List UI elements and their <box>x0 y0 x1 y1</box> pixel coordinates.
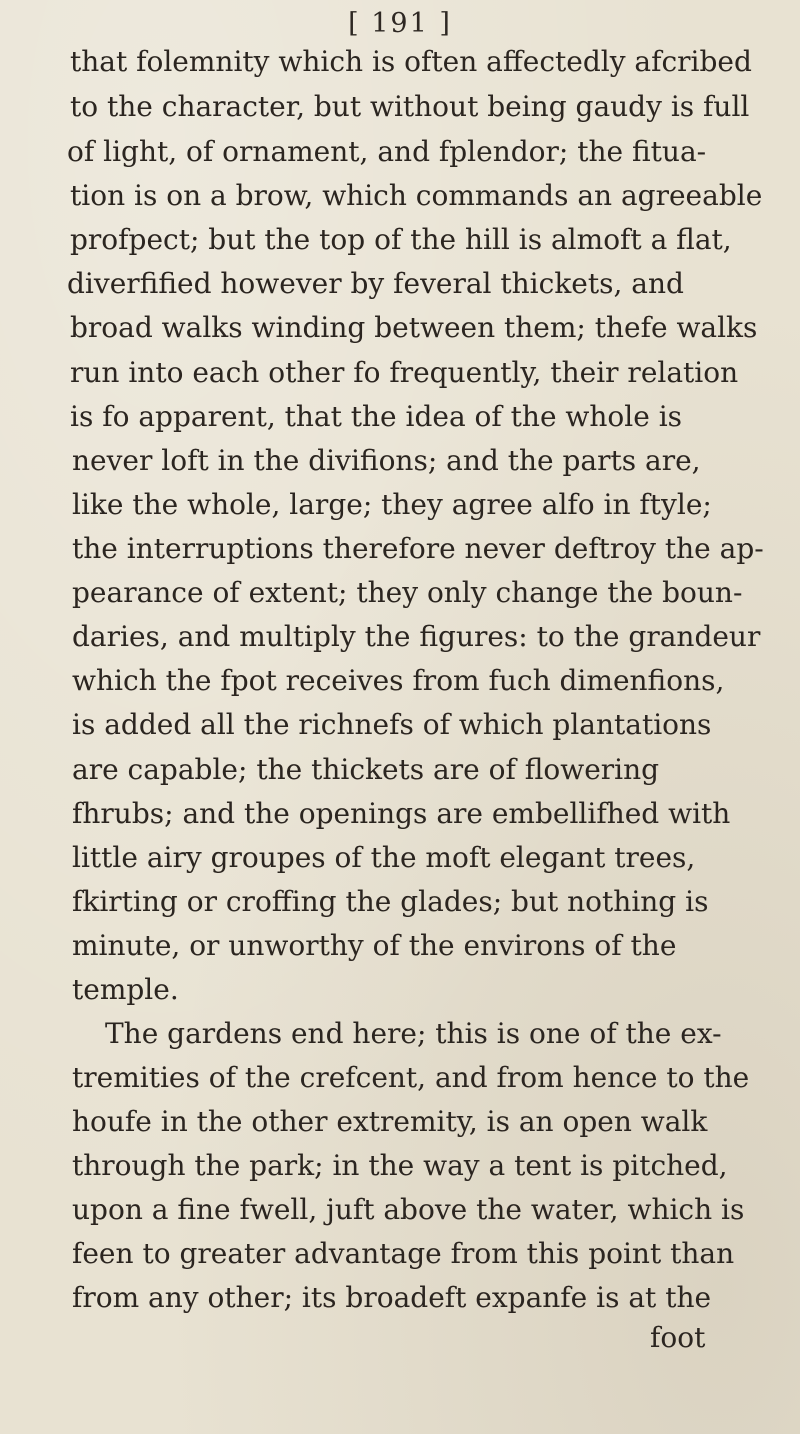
text-line-9: is fo apparent, that the idea of the whole is <box>70 400 683 433</box>
text-line-11: like the whole, large; they agree alfo in ftyle; <box>72 488 712 521</box>
text-line-19: little airy groupes of the moft elegant trees, <box>72 841 696 874</box>
text-line-5: profpect; but the top of the hill is almoft a flat, <box>70 223 732 256</box>
text-line-4: tion is on a brow, which commands an agreeable <box>70 179 763 212</box>
text-line-10: never loft in the divifions; and the parts are, <box>72 444 701 477</box>
text-line-6: diverfified however by feveral thickets, and <box>67 267 684 300</box>
text-line-7: broad walks winding between them; thefe walks <box>70 311 758 344</box>
text-line-12: the interruptions therefore never deftroy the ap- <box>72 532 764 565</box>
text-line-14: daries, and multiply the figures: to the grandeur <box>72 620 761 653</box>
text-line-26: through the park; in the way a tent is pitched, <box>72 1149 728 1182</box>
text-line-1: that folemnity which is often affectedly afcribed <box>70 45 752 78</box>
text-line-20: fkirting or croffing the glades; but nothing is <box>72 885 709 918</box>
text-line-25: houfe in the other extremity, is an open walk <box>72 1105 708 1138</box>
text-line-3: of light, of ornament, and fplendor; the fitua- <box>67 135 707 168</box>
page-number: [ 191 ] <box>348 8 452 39</box>
text-line-8: run into each other fo frequently, their relation <box>70 356 739 389</box>
catchword: foot <box>650 1321 706 1354</box>
text-line-2: to the character, but without being gaudy is full <box>70 90 750 123</box>
text-line-15: which the fpot receives from fuch dimenfions, <box>72 664 725 697</box>
text-line-21: minute, or unworthy of the environs of the <box>72 929 677 962</box>
text-line-27: upon a fine fwell, juft above the water, which is <box>72 1193 745 1226</box>
text-line-17: are capable; the thickets are of flowering <box>72 753 660 786</box>
text-line-24: tremities of the crefcent, and from hence to the <box>72 1061 750 1094</box>
text-line-18: fhrubs; and the openings are embellifhed with <box>72 797 731 830</box>
text-line-13: pearance of extent; they only change the boun- <box>72 576 743 609</box>
text-line-22: temple. <box>72 973 179 1006</box>
text-line-29: from any other; its broadeft expanfe is at the <box>72 1281 712 1314</box>
text-line-16: is added all the richnefs of which plantations <box>72 708 712 741</box>
text-line-28: feen to greater advantage from this point than <box>72 1237 735 1270</box>
text-line-23: The gardens end here; this is one of the ex- <box>105 1017 722 1050</box>
